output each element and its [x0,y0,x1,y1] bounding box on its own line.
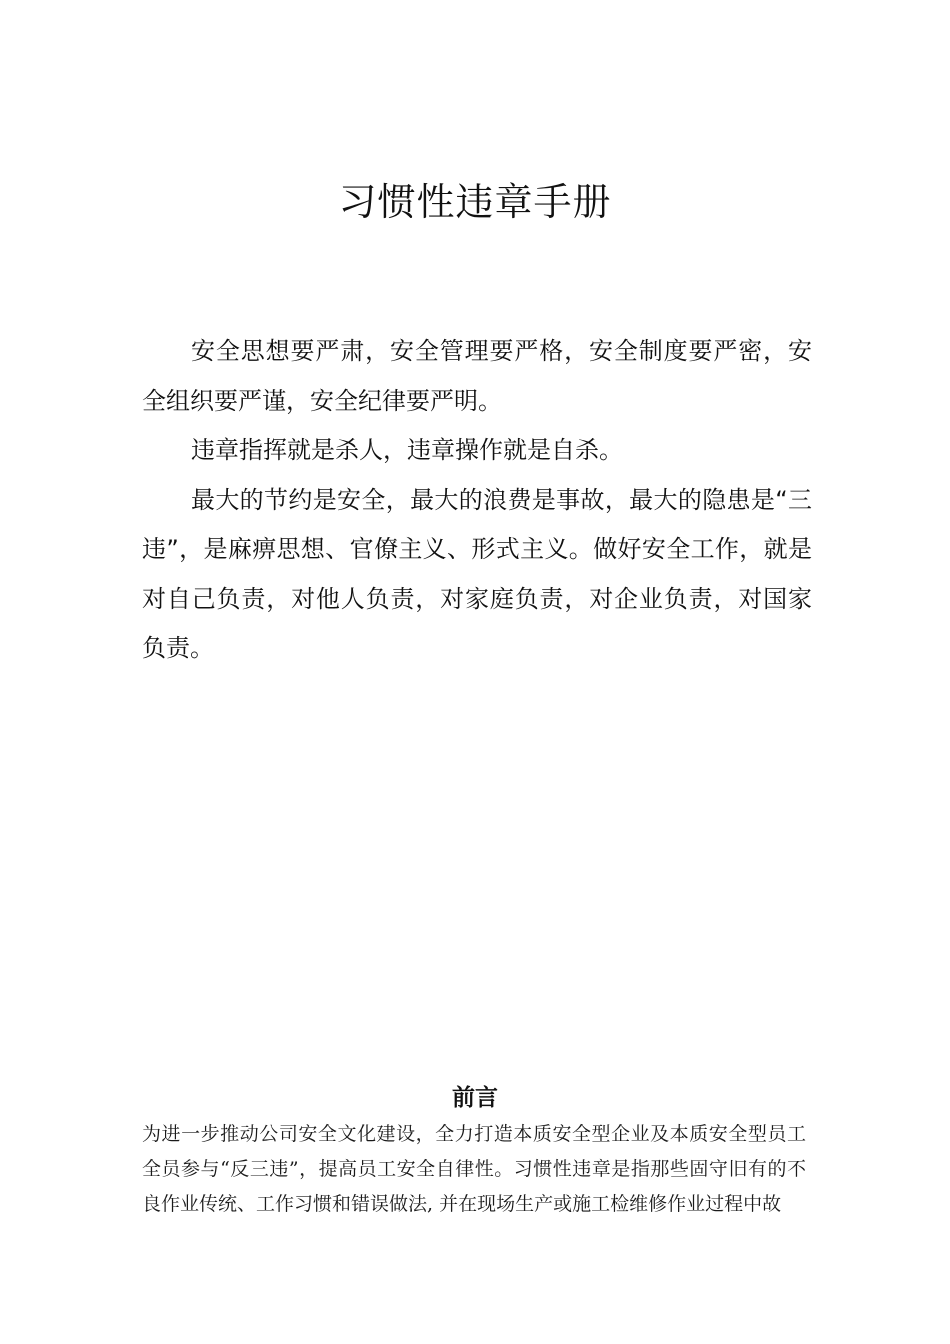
document-title: 习惯性违章手册 [338,180,612,224]
motto-paragraph-3: 最大的节约是安全，最大的浪费是事故，最大的隐患是“三违”，是麻痹思想、官僚主义、形式主义。做好安全工作，就是对自己负责，对他人负责，对家庭负责，对企业负责，对国家负责。 [142,485,812,662]
preface-body: 为进一步推动公司安全文化建设，全力打造本质安全型企业及本质安全型员工全员参与“反三违”，提高员工安全自律性。习惯性违章是指那些固守旧有的不良作业传统、工作习惯和错误做法, 并在现场生产或施工检维修作业过程中故 [142,1123,806,1215]
preface-heading: 前言 [452,1085,498,1111]
motto-paragraph-2: 违章指挥就是杀人，违章操作就是自杀。 [191,436,623,464]
safety-motto-section [142,327,812,674]
motto-paragraph-1: 安全思想要严肃，安全管理要严格，安全制度要严密，安全组织要严谨，安全纪律要严明。 [142,337,812,415]
